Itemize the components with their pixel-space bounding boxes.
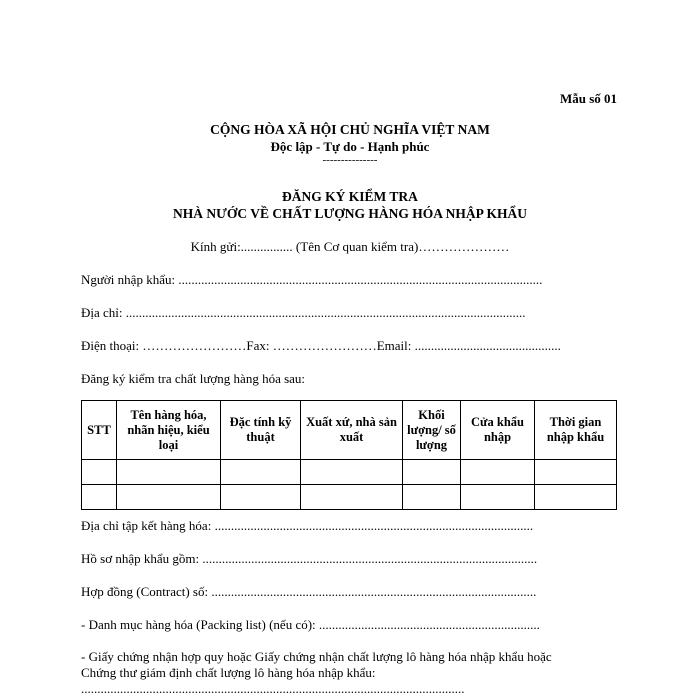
table-cell[interactable] [461,460,535,485]
col-header-goods-name: Tên hàng hóa, nhãn hiệu, kiểu loại [117,401,221,460]
table-header-row [82,401,617,460]
table-row [82,460,617,485]
table-cell[interactable] [117,485,221,510]
col-header-import-time: Thời gian nhập khẩu [535,401,617,460]
document-title-line2: NHÀ NƯỚC VỀ CHẤT LƯỢNG HÀNG HÓA NHẬP KHẨU [172,206,528,221]
form-number: Mẫu số 01 [560,91,618,106]
col-header-stt: STT [82,401,117,460]
certificate-line-2: Chứng thư giám định chất lượng lô hàng hóa nhập khẩu: [81,665,376,680]
table-cell[interactable] [221,485,301,510]
table-cell[interactable] [301,485,403,510]
table-cell[interactable] [301,460,403,485]
table-cell[interactable] [403,485,461,510]
col-header-port: Cửa khẩu nhập [461,401,535,460]
storage-address-field: Địa chỉ tập kết hàng hóa: .................................................................................................. [81,518,534,533]
table-cell[interactable] [82,485,117,510]
table-cell[interactable] [535,460,617,485]
table-cell[interactable] [461,485,535,510]
certificate-line-1: - Giấy chứng nhận hợp quy hoặc Giấy chứng nhận chất lượng lô hàng hóa nhập khẩu hoặc [81,649,552,664]
contract-field: Hợp đồng (Contract) số: .................................................................................................... [81,584,537,599]
table-cell[interactable] [117,460,221,485]
contact-field: Điện thoại: ……………………Fax: ……………………Email: ............................................. [81,338,561,353]
goods-table [81,400,617,510]
country-heading: CỘNG HÒA XÃ HỘI CHỦ NGHĨA VIỆT NAM [210,122,490,137]
col-header-origin: Xuất xứ, nhà sản xuất [301,401,403,460]
col-header-specs: Đặc tính kỹ thuật [221,401,301,460]
table-cell[interactable] [221,460,301,485]
motto: Độc lập - Tự do - Hạnh phúc [270,139,430,154]
table-row [82,485,617,510]
address-field: Địa chỉ: ........................................................................................................................... [81,305,526,320]
table-cell[interactable] [82,460,117,485]
recipient-line: Kính gửi:................ (Tên Cơ quan kiểm tra)………………… [190,239,510,254]
col-header-quantity: Khối lượng/ số lượng [403,401,461,460]
certificate-line-3: ...................................................................................................................... [81,681,465,696]
import-docs-field: Hồ sơ nhập khẩu gồm: ....................................................................................................... [81,551,538,566]
importer-field: Người nhập khẩu: ................................................................................................................ [81,272,543,287]
document-title-line1: ĐĂNG KÝ KIỂM TRA [282,189,418,204]
table-cell[interactable] [403,460,461,485]
packing-list-field: - Danh mục hàng hóa (Packing list) (nếu có): .................................................................... [81,617,540,632]
header-separator: --------------- [322,154,378,166]
table-cell[interactable] [535,485,617,510]
register-intro: Đăng ký kiểm tra chất lượng hàng hóa sau: [81,371,306,386]
